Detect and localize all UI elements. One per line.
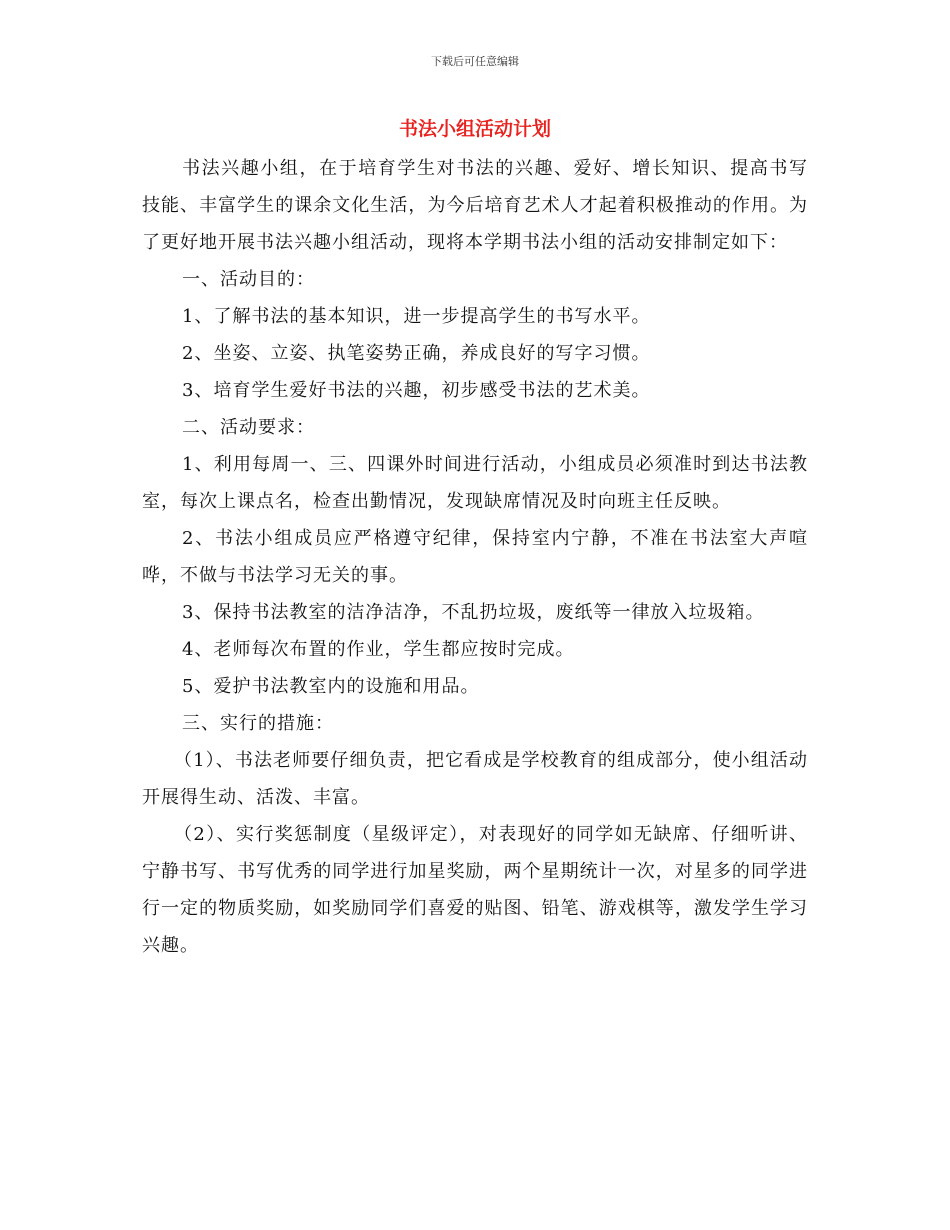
document-body [142,150,808,964]
list-item: 1、利用每周一、三、四课外时间进行活动，小组成员必须准时到达书法教室，每次上课点名，检查出勤情况，发现缺席情况及时向班主任反映。 [142,454,808,512]
list-item: （1）、书法老师要仔细负责，把它看成是学校教育的组成部分，使小组活动开展得生动、活泼、丰富。 [142,750,808,808]
list-item: 3、保持书法教室的洁净洁净，不乱扔垃圾，废纸等一律放入垃圾箱。 [182,602,765,623]
list-item: （2）、实行奖惩制度（星级评定），对表现好的同学如无缺席、仔细听讲、宁静书写、书写优秀的同学进行加星奖励，两个星期统计一次，对星多的同学进行一定的物质奖励，如奖励同学们喜爱的贴图、铅笔、游戏棋等，激发学生学习兴趣。 [142,824,808,956]
list-item: 2、坐姿、立姿、执笔姿势正确，养成良好的写字习惯。 [182,343,651,364]
document-title: 书法小组活动计划 [398,118,551,140]
section-heading-purpose: 一、活动目的： [182,269,315,290]
section-heading-requirements: 二、活动要求： [182,417,315,438]
list-item: 1、了解书法的基本知识，进一步提高学生的书写水平。 [182,306,651,327]
list-item: 4、老师每次布置的作业，学生都应按时完成。 [182,639,575,660]
list-item: 5、爱护书法教室内的设施和用品。 [182,676,480,697]
page-header: 下载后可任意编辑 [431,55,519,68]
list-item: 2、书法小组成员应严格遵守纪律，保持室内宁静，不准在书法室大声喧哗，不做与书法学习无关的事。 [142,528,808,586]
list-item: 3、培育学生爱好书法的兴趣，初步感受书法的艺术美。 [182,380,651,401]
paragraph-intro: 书法兴趣小组，在于培育学生对书法的兴趣、爱好、增长知识、提高书写技能、丰富学生的课余文化生活，为今后培育艺术人才起着积极推动的作用。为了更好地开展书法兴趣小组活动，现将本学期书法小组的活动安排制定如下： [142,158,808,253]
section-heading-measures: 三、实行的措施： [182,713,334,734]
